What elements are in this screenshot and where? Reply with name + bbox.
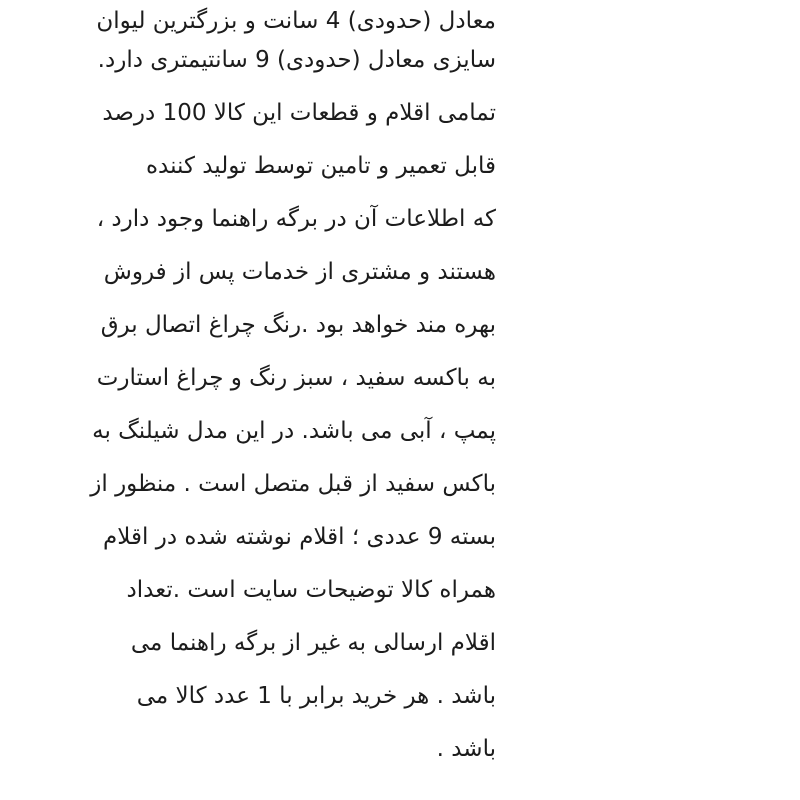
description-line-2: سایزی معادل (حدودی) 9 سانتیمتری دارد. (97, 47, 496, 73)
description-line-3: تمامی اقلام و قطعات این کالا 100 درصد (102, 100, 496, 126)
description-line-7: بهره مند خواهد بود .رنگ چراغ اتصال برق (100, 312, 496, 338)
description-line-12: همراه کالا توضیحات سایت است .تعداد (126, 577, 496, 603)
description-line-11: بسته 9 عددی ؛ اقلام نوشته شده در اقلام (103, 524, 496, 550)
description-line-5: که اطلاعات آن در برگه راهنما وجود دارد ، (96, 206, 496, 232)
description-line-13: اقلام ارسالی به غیر از برگه راهنما می (130, 630, 496, 656)
description-line-9: پمپ ، آبی می باشد. در این مدل شیلنگ به (92, 418, 496, 444)
description-line-14: باشد . هر خرید برابر با 1 عدد کالا می (136, 683, 496, 709)
product-description (36, 0, 496, 776)
description-line-10: باکس سفید از قبل متصل است . منظور از (90, 471, 496, 497)
description-line-4: قابل تعمیر و تامین توسط تولید کننده (145, 153, 496, 179)
description-line-15: باشد . (436, 736, 496, 762)
description-line-8: به باکسه سفید ، سبز رنگ و چراغ استارت (96, 365, 496, 391)
description-line-1: معادل (حدودی) 4 سانت و بزرگترین لیوان (96, 8, 496, 34)
description-line-6: هستند و مشتری از خدمات پس از فروش (103, 259, 496, 285)
